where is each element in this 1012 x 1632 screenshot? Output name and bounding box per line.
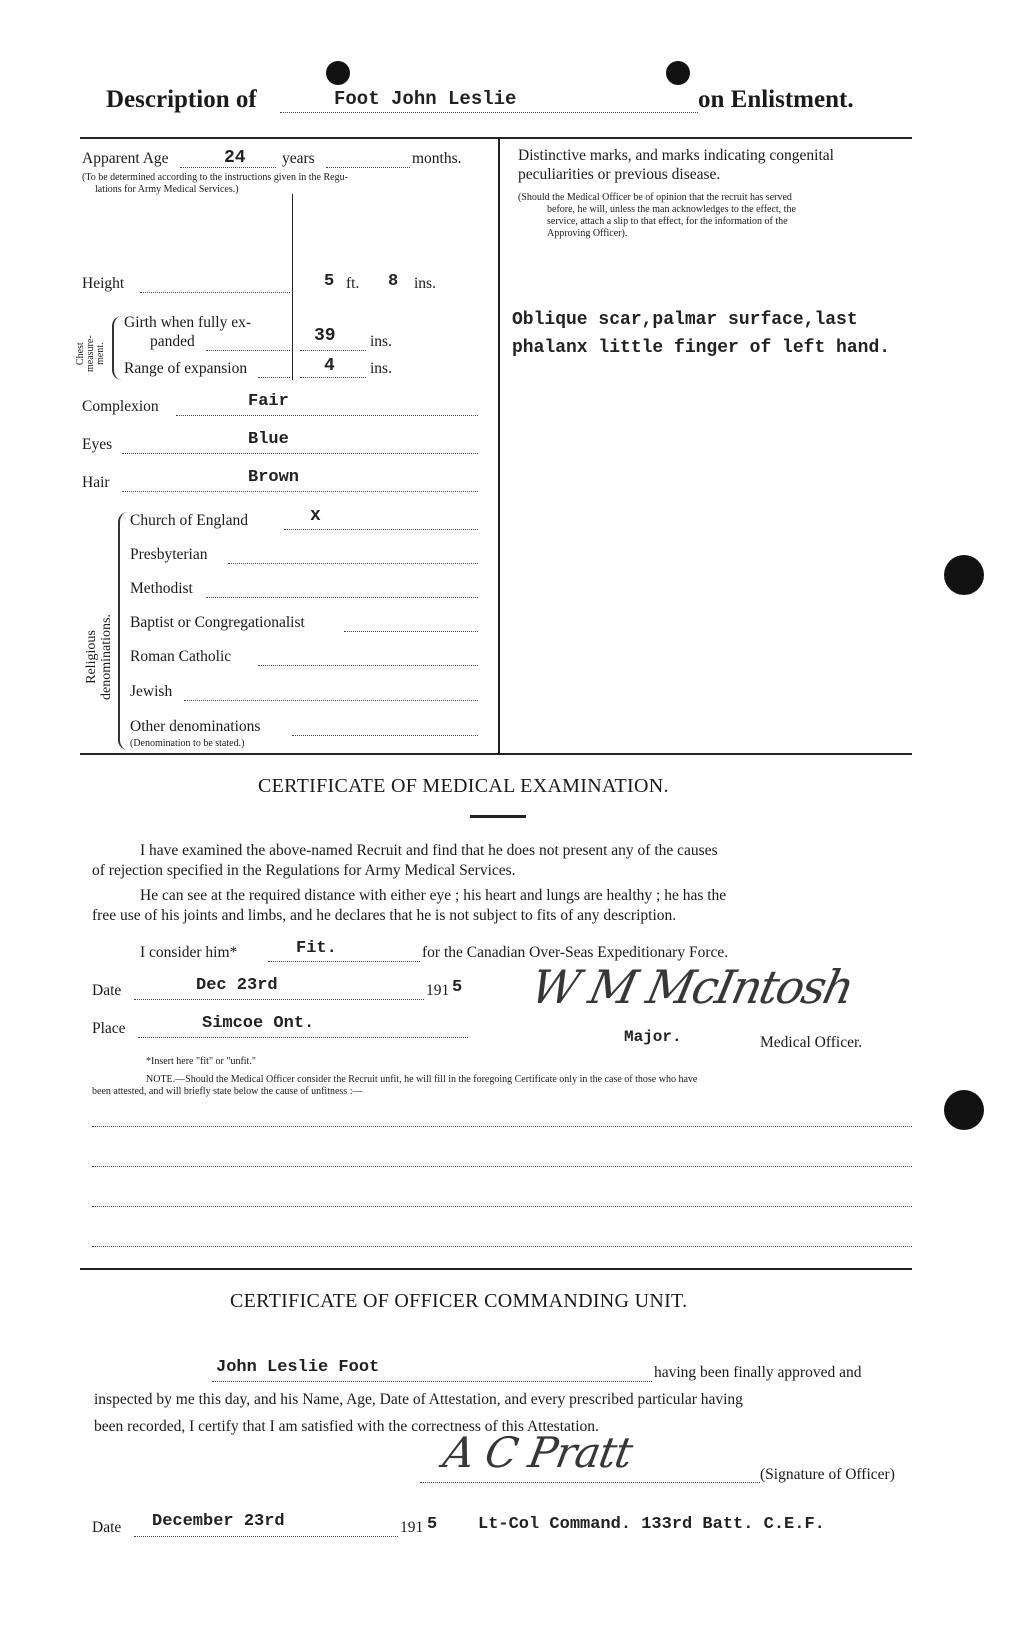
section-rule-1: [80, 753, 912, 755]
ins-label: ins.: [414, 275, 436, 292]
punch-hole-right-lower: [944, 1090, 984, 1130]
range-value: 4: [324, 356, 335, 376]
medical-officer-label: Medical Officer.: [760, 1034, 863, 1051]
hair-label: Hair: [82, 474, 110, 491]
medical-date-line: [134, 999, 424, 1000]
chest-side-label: [76, 335, 106, 372]
chest-brace: [112, 316, 122, 380]
consider-prefix: I consider him*: [140, 944, 238, 961]
medical-title: CERTIFICATE OF MEDICAL EXAMINATION.: [258, 775, 669, 797]
medical-officer-rank: Major.: [624, 1028, 682, 1046]
girth-value-line: [300, 350, 366, 351]
religion-line-5: [258, 665, 478, 666]
unfitness-line-1: [92, 1126, 912, 1127]
religion-brace: [118, 512, 128, 750]
punch-hole-top-left: [326, 61, 350, 85]
complexion-value: Fair: [248, 392, 289, 411]
commanding-signature-label: (Signature of Officer): [760, 1466, 895, 1483]
religion-jewish: Jewish: [130, 683, 173, 700]
marks-note-1: (Should the Medical Officer be of opinion that the recruit has served: [518, 192, 792, 203]
religion-baptist: Baptist or Congregationalist: [130, 614, 305, 631]
religion-side-label: [84, 614, 114, 700]
eyes-label: Eyes: [82, 436, 113, 453]
header-name-line: [280, 112, 698, 113]
age-note-1: (To be determined according to the instructions given in the Regu-: [82, 172, 348, 183]
medical-p1-line1: I have examined the above-named Recruit and find that he does not present any of the causes: [140, 842, 718, 859]
years-label: years: [282, 150, 315, 167]
hair-value: Brown: [248, 468, 300, 487]
marks-heading-2: peculiarities or previous disease.: [518, 166, 721, 183]
medical-date-value: Dec 23rd: [196, 976, 278, 995]
commanding-date-label: Date: [92, 1519, 122, 1536]
ft-label: ft.: [346, 275, 360, 292]
religion-methodist: Methodist: [130, 580, 193, 597]
religion-church-of-england: Church of England: [130, 512, 248, 529]
punch-hole-right-upper: [944, 555, 984, 595]
religion-side-2: denominations.: [99, 614, 114, 700]
religion-line-4: [344, 631, 478, 632]
header-rule: [80, 137, 912, 139]
column-divider: [498, 139, 500, 753]
girth-label-1: Girth when fully ex-: [124, 314, 251, 331]
religion-roman-catholic: Roman Catholic: [130, 648, 232, 665]
medical-date-label: Date: [92, 982, 122, 999]
marks-note-3: service, attach a slip to that effect, for the information of the: [547, 216, 788, 227]
commanding-line1-suffix: having been finally approved and: [654, 1364, 862, 1381]
age-note-2: lations for Army Medical Services.): [95, 184, 239, 195]
eyes-line: [122, 453, 478, 454]
punch-hole-top-right: [666, 61, 690, 85]
medical-year-prefix: 191: [426, 982, 450, 999]
religion-mark: x: [310, 506, 321, 526]
complexion-label: Complexion: [82, 398, 159, 415]
height-label: Height: [82, 275, 125, 292]
commanding-signature-line: [420, 1482, 760, 1483]
religion-side-1: Religious: [84, 630, 99, 684]
medical-place-line: [138, 1037, 468, 1038]
medical-title-ornament: [470, 815, 526, 818]
medical-p2-line1: He can see at the required distance with either eye ; his heart and lungs are healthy ; he has the: [140, 887, 727, 904]
commanding-line2: inspected by me this day, and his Name, Age, Date of Attestation, and every prescribed particular having: [94, 1391, 743, 1408]
religion-other: Other denominations: [130, 718, 261, 735]
medical-place-value: Simcoe Ont.: [202, 1014, 315, 1033]
girth-unit: ins.: [370, 333, 392, 350]
header-suffix: on Enlistment.: [698, 86, 854, 113]
girth-value: 39: [314, 326, 336, 346]
religion-line-7: [292, 735, 478, 736]
medical-officer-signature: W M McIntosh: [526, 960, 858, 1014]
commanding-date-value: December 23rd: [152, 1512, 285, 1531]
commanding-title: CERTIFICATE OF OFFICER COMMANDING UNIT.: [230, 1290, 688, 1312]
range-label: Range of expansion: [124, 360, 248, 377]
distinctive-marks-line-2: phalanx little finger of left hand.: [512, 338, 891, 358]
range-unit: ins.: [370, 360, 392, 377]
unfit-note-line2: been attested, and will briefly state below the cause of unfitness :—: [92, 1086, 363, 1097]
commanding-officer-signature: A C Pratt: [439, 1428, 636, 1477]
consider-line: [268, 961, 420, 962]
girth-line: [206, 350, 290, 351]
height-ft-value: 5: [324, 272, 335, 291]
marks-note-4: Approving Officer).: [547, 228, 628, 239]
hair-line: [122, 491, 478, 492]
months-line: [326, 167, 410, 168]
unfitness-line-2: [92, 1166, 912, 1167]
medical-year-value: 5: [452, 978, 463, 997]
section-rule-2: [80, 1268, 912, 1270]
denomination-note: (Denomination to be stated.): [130, 738, 245, 749]
chest-side-2: measure-: [85, 335, 96, 372]
range-line: [258, 377, 290, 378]
religion-line-2: [228, 563, 478, 564]
religion-line-3: [206, 597, 478, 598]
chest-side-3: ment.: [95, 342, 106, 365]
commanding-name-line: [212, 1381, 652, 1382]
girth-label-2: panded: [150, 333, 195, 350]
medical-p1-line2: of rejection specified in the Regulations for Army Medical Services.: [92, 862, 516, 879]
recruit-name: Foot John Leslie: [334, 88, 517, 110]
header-prefix: Description of: [106, 86, 257, 113]
medical-place-label: Place: [92, 1020, 126, 1037]
height-in-value: 8: [388, 272, 399, 291]
consider-suffix: for the Canadian Over-Seas Expeditionary Force.: [422, 944, 729, 961]
commanding-line3: been recorded, I certify that I am satisfied with the correctness of this Attestation.: [94, 1418, 599, 1435]
unfitness-line-3: [92, 1206, 912, 1207]
age-value: 24: [224, 148, 246, 168]
complexion-line: [176, 415, 478, 416]
commanding-date-line: [134, 1536, 398, 1537]
commanding-rank-value: Lt-Col Command. 133rd Batt. C.E.F.: [478, 1515, 825, 1534]
commanding-year-prefix: 191: [400, 1519, 424, 1536]
distinctive-marks-line-1: Oblique scar,palmar surface,last: [512, 310, 858, 330]
range-value-line: [300, 377, 366, 378]
height-line: [140, 292, 290, 293]
marks-note-2: before, he will, unless the man acknowledges to the effect, the: [547, 204, 796, 215]
insert-note: *Insert here "fit" or "unfit.": [146, 1056, 256, 1067]
age-label: Apparent Age: [82, 150, 169, 167]
religion-presbyterian: Presbyterian: [130, 546, 208, 563]
fitness-value: Fit.: [296, 939, 337, 958]
marks-heading-1: Distinctive marks, and marks indicating congenital: [518, 147, 834, 164]
unfitness-line-4: [92, 1246, 912, 1247]
medical-p2-line2: free use of his joints and limbs, and he declares that he is not subject to fits of any description.: [92, 907, 677, 924]
religion-line-1: [284, 529, 478, 530]
religion-line-6: [184, 700, 478, 701]
measure-column-rule: [292, 194, 293, 380]
months-label: months.: [412, 150, 462, 167]
unfit-note-line1: NOTE.—Should the Medical Officer consider the Recruit unfit, he will fill in the foregoing Certificate only in the case of those who have: [146, 1074, 698, 1085]
commanding-year-value: 5: [427, 1515, 438, 1534]
eyes-value: Blue: [248, 430, 289, 449]
commanding-name-value: John Leslie Foot: [216, 1358, 380, 1377]
chest-side-1: Chest: [75, 342, 86, 366]
